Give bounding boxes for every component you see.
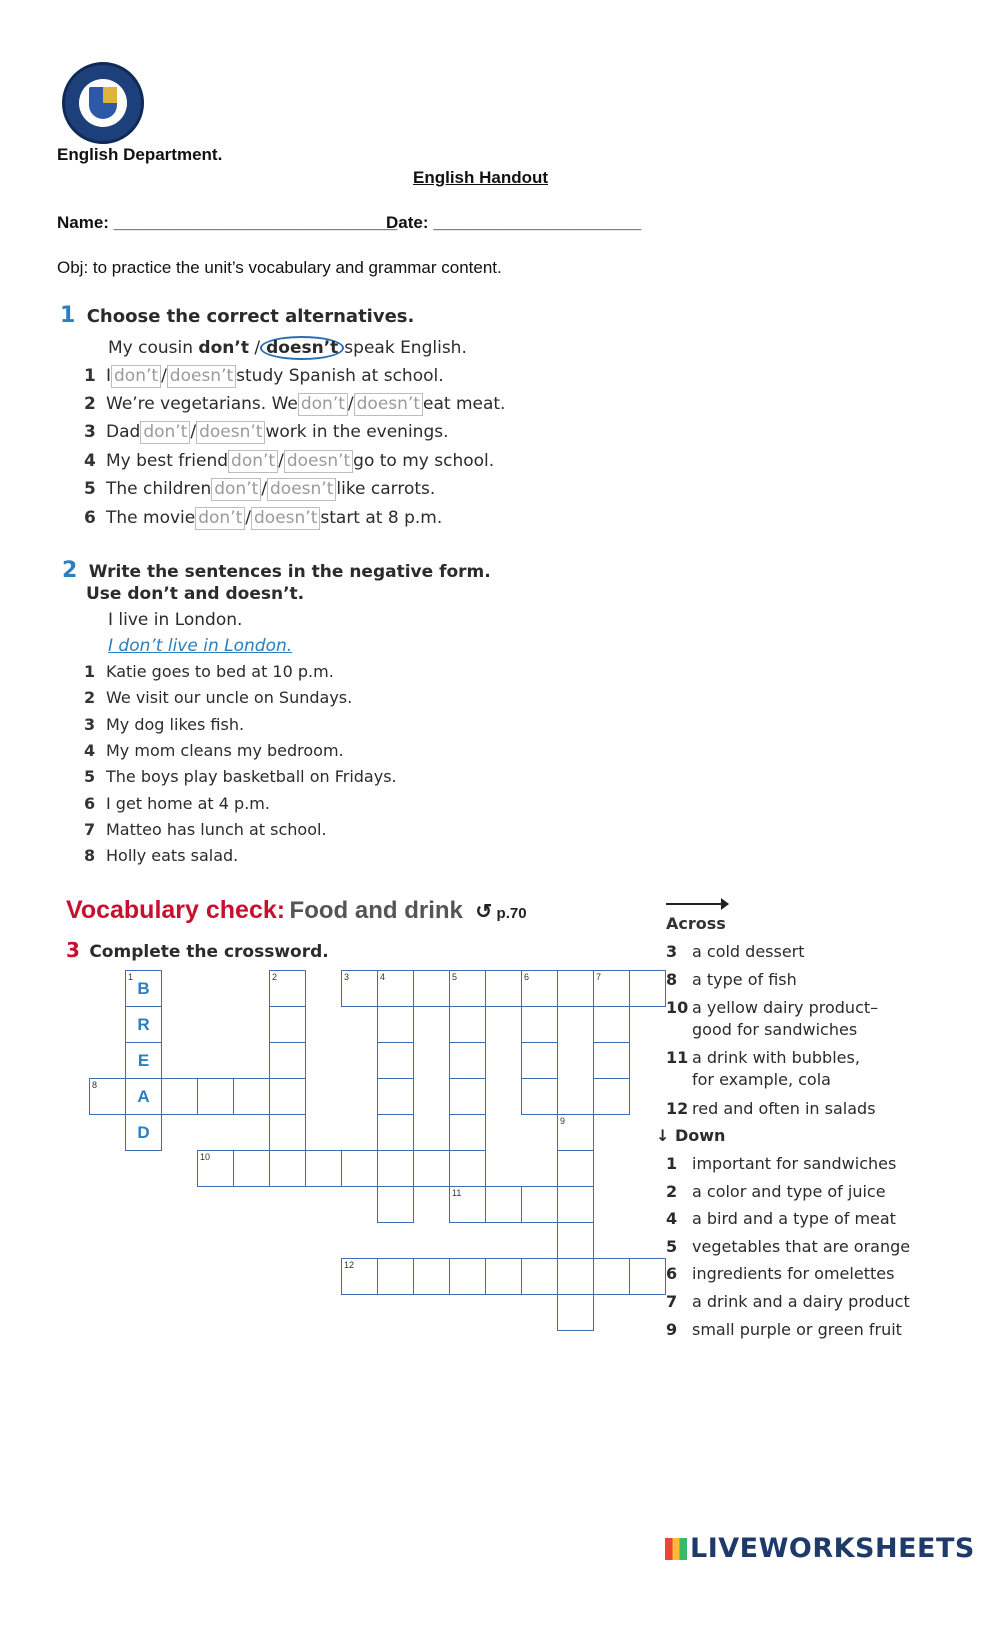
exercise-2-heading — [62, 558, 491, 583]
item-text: Katie goes to bed at 10 p.m. — [106, 662, 334, 681]
crossword-cell[interactable] — [89, 1078, 126, 1115]
cell-number: 10 — [200, 1152, 211, 1162]
exercise-number: 3 — [66, 938, 80, 962]
crossword-cell[interactable] — [125, 1078, 162, 1115]
item-text: We’re vegetarians. We — [106, 394, 298, 414]
item-number: 6 — [84, 793, 96, 813]
clue-number: 11 — [666, 1048, 689, 1067]
option-dont[interactable]: don’t — [140, 421, 190, 444]
clue-number: 3 — [666, 942, 678, 961]
crossword-cell[interactable] — [341, 970, 378, 1007]
item-text: eat meat. — [423, 394, 506, 414]
across-arrow-icon — [666, 903, 728, 905]
exercise-instruction: Complete the crossword. — [89, 942, 329, 962]
crossword-cell[interactable] — [449, 1150, 486, 1187]
option-doesnt[interactable]: doesn’t — [167, 365, 236, 388]
exercise-2-example-answer: I don’t live in London. — [108, 636, 293, 656]
item-text: go to my school. — [353, 451, 495, 471]
clue-number: 12 — [666, 1099, 689, 1118]
crossword-cell[interactable] — [449, 970, 486, 1007]
crossword-cell[interactable] — [377, 1258, 414, 1295]
clue-text: small purple or green fruit — [692, 1319, 902, 1339]
crossword-cell[interactable] — [377, 1186, 414, 1223]
down-label — [656, 1126, 725, 1145]
item-text: like carrots. — [336, 479, 436, 499]
crossword-cell[interactable] — [269, 1042, 306, 1079]
exercise-2-item — [84, 715, 244, 734]
crossword-cell[interactable] — [377, 1150, 414, 1187]
item-text: I — [106, 366, 112, 386]
clue-text: vegetables that are orange — [692, 1236, 911, 1256]
cell-number: 11 — [452, 1188, 462, 1198]
down-clue — [666, 1320, 902, 1339]
exercise-instruction: Choose the correct alternatives. — [86, 306, 415, 327]
crossword-cell[interactable] — [377, 1114, 414, 1151]
crossword-cell[interactable] — [449, 1186, 486, 1223]
crossword-cell[interactable] — [125, 970, 162, 1007]
crossword-cell[interactable] — [557, 1150, 594, 1187]
clue-text: a drink and a dairy product — [692, 1292, 910, 1311]
cell-letter: R — [137, 1015, 150, 1034]
crossword-cell[interactable] — [557, 1186, 594, 1223]
crossword-cell[interactable] — [521, 1042, 558, 1079]
crossword-cell[interactable] — [377, 1042, 414, 1079]
down-clue — [666, 1154, 896, 1173]
crossword-cell[interactable] — [305, 1150, 342, 1187]
crossword-cell[interactable] — [341, 1258, 378, 1295]
handout-title: English Handout — [413, 168, 549, 187]
down-arrow-icon: ↓ — [656, 1126, 670, 1145]
crossword-cell[interactable] — [521, 1078, 558, 1115]
item-text: My best friend — [106, 451, 229, 471]
clue-number: 9 — [666, 1319, 678, 1339]
item-number: 3 — [84, 714, 96, 734]
crossword-cell[interactable] — [413, 970, 450, 1007]
crossword-cell[interactable] — [125, 1114, 162, 1151]
crossword-cell[interactable] — [593, 1258, 630, 1295]
date-field[interactable]: Date: ______________________ — [386, 213, 642, 232]
across-label: Across — [666, 914, 726, 933]
exercise-1-item: 2 We’re vegetarians. We don’t / doesn’t eat meat. — [84, 394, 506, 414]
clue-number: 6 — [666, 1264, 678, 1284]
slash: / — [254, 338, 261, 358]
exercise-2-item — [84, 767, 397, 786]
option-dont[interactable]: don’t — [228, 450, 278, 473]
crossword-cell[interactable] — [269, 1114, 306, 1151]
page-ref-icon: ↺ — [475, 901, 493, 923]
crossword-cell[interactable] — [485, 1186, 522, 1223]
across-clue — [666, 998, 878, 1017]
cell-number: 3 — [344, 972, 350, 982]
down-clue — [666, 1182, 886, 1201]
exercise-1-item: 5 The children don’t / doesn’t like carrots. — [84, 479, 436, 499]
clue-number: 5 — [666, 1236, 678, 1256]
school-logo — [62, 62, 144, 144]
crossword-cell[interactable] — [269, 970, 306, 1007]
clue-text: a yellow dairy product– — [692, 998, 879, 1017]
crossword-cell[interactable] — [197, 1150, 234, 1187]
down-label-text: Down — [674, 1126, 726, 1145]
exercise-1-heading — [60, 303, 414, 328]
crossword-cell[interactable] — [485, 970, 522, 1007]
exercise-1-item: 4 My best friend don’t / doesn’t go to my school. — [84, 451, 495, 471]
crossword-cell[interactable] — [593, 970, 630, 1007]
cell-number: 12 — [344, 1260, 355, 1270]
clue-number: 10 — [666, 998, 689, 1017]
cell-number: 4 — [380, 972, 386, 982]
cell-number: 2 — [272, 972, 278, 982]
across-clue — [666, 970, 797, 989]
exercise-2-item — [84, 741, 344, 760]
item-text: start at 8 p.m. — [320, 508, 443, 528]
crossword-cell[interactable] — [629, 970, 666, 1007]
cell-letter: E — [137, 1051, 150, 1070]
option-dont[interactable]: don’t — [211, 478, 261, 501]
cell-letter: A — [137, 1087, 150, 1106]
example-option-1: don’t — [198, 338, 249, 358]
exercise-3-heading — [66, 938, 329, 962]
option-doesnt[interactable]: doesn’t — [267, 478, 336, 501]
clue-text: a cold dessert — [692, 942, 805, 961]
crossword-cell[interactable] — [557, 1222, 594, 1259]
crossword-cell[interactable] — [125, 1006, 162, 1043]
across-clue — [666, 1099, 876, 1118]
item-text: Holly eats salad. — [106, 846, 239, 866]
clue-text: a color and type of juice — [692, 1181, 886, 1201]
item-text: Matteo has lunch at school. — [106, 819, 327, 839]
crossword-cell[interactable] — [377, 970, 414, 1007]
across-clue — [666, 1048, 860, 1067]
clue-number: 1 — [666, 1154, 678, 1173]
crossword-cell[interactable] — [593, 1078, 630, 1115]
exercise-2-item — [84, 794, 270, 813]
crossword-cell[interactable] — [269, 1078, 306, 1115]
exercise-2-item — [84, 820, 327, 839]
cell-letter: B — [137, 979, 150, 998]
exercise-instruction-2: Use don’t and doesn’t. — [86, 584, 305, 604]
exercise-number: 1 — [60, 303, 76, 328]
exercise-instruction: Write the sentences in the negative form. — [88, 562, 491, 582]
clue-number: 7 — [666, 1292, 678, 1311]
brand-name: LIVEWORKSHEETS — [690, 1533, 975, 1564]
crossword-cell[interactable] — [593, 1006, 630, 1043]
item-text: My mom cleans my bedroom. — [106, 740, 344, 760]
vocab-heading — [66, 896, 527, 925]
item-number: 1 — [84, 366, 96, 386]
cell-number: 8 — [92, 1080, 98, 1090]
item-number: 4 — [84, 451, 96, 471]
clue-text: a type of fish — [692, 970, 797, 989]
crossword-cell[interactable] — [197, 1078, 234, 1115]
school-seal-icon — [79, 79, 127, 127]
item-text: study Spanish at school. — [236, 366, 444, 386]
exercise-2-item — [84, 688, 352, 707]
clue-text: important for sandwiches — [692, 1154, 897, 1173]
crossword-cell[interactable] — [341, 1150, 378, 1187]
item-number: 5 — [84, 479, 96, 499]
crossword-cell[interactable] — [233, 1078, 270, 1115]
cell-number: 6 — [524, 972, 530, 982]
crossword-cell[interactable] — [521, 1258, 558, 1295]
vocab-subtitle: Food and drink — [289, 897, 463, 924]
option-dont[interactable]: don’t — [195, 507, 245, 530]
item-number: 2 — [84, 394, 96, 414]
clue-number: 2 — [666, 1181, 678, 1201]
clue-text: a bird and a type of meat — [692, 1209, 896, 1229]
option-doesnt[interactable]: doesn’t — [354, 393, 423, 416]
down-clue — [666, 1292, 910, 1311]
item-number: 6 — [84, 508, 96, 528]
down-clue — [666, 1237, 910, 1256]
crossword-cell[interactable] — [557, 1114, 594, 1151]
cell-number: 9 — [560, 1116, 566, 1126]
clue-text: good for sandwiches — [692, 1020, 858, 1039]
cell-number: 7 — [596, 972, 602, 982]
clue-text: a drink with bubbles, — [692, 1048, 860, 1067]
cell-number: 1 — [128, 972, 134, 982]
item-number: 5 — [84, 767, 96, 787]
crossword-cell[interactable] — [557, 970, 594, 1007]
liveworksheets-logo — [665, 1533, 975, 1564]
crossword-cell[interactable] — [377, 1006, 414, 1043]
crossword-cell[interactable] — [377, 1078, 414, 1115]
department-label: English Department. — [57, 145, 223, 164]
objective-text: Obj: to practice the unit’s vocabulary and grammar content. — [57, 258, 502, 277]
exercise-2-item — [84, 846, 238, 865]
option-dont[interactable]: don’t — [298, 393, 348, 416]
down-clue — [666, 1264, 894, 1283]
option-doesnt[interactable]: doesn’t — [284, 450, 353, 473]
item-text: The children — [106, 479, 212, 499]
vocab-title: Vocabulary check: — [66, 896, 286, 924]
cell-letter: D — [137, 1123, 150, 1142]
example-selected-option: doesn’t — [260, 336, 344, 360]
example-text: My cousin — [108, 338, 199, 358]
option-doesnt[interactable]: doesn’t — [196, 421, 265, 444]
clue-number: 4 — [666, 1209, 678, 1229]
item-text: Dad — [106, 422, 141, 442]
option-dont[interactable]: don’t — [111, 365, 161, 388]
crossword-cell[interactable] — [521, 1186, 558, 1223]
exercise-number: 2 — [62, 558, 78, 583]
option-doesnt[interactable]: doesn’t — [251, 507, 320, 530]
item-text: The boys play basketball on Fridays. — [106, 767, 397, 787]
across-clue-continued — [666, 1020, 857, 1039]
crossword-cell[interactable] — [449, 1114, 486, 1151]
item-text: My dog likes fish. — [106, 714, 245, 734]
item-text: The movie — [106, 508, 196, 528]
item-number: 7 — [84, 819, 96, 839]
exercise-1-item: 1 I don’t / doesn’t study Spanish at school. — [84, 366, 444, 386]
exercise-2-item — [84, 662, 334, 681]
crossword-cell[interactable] — [593, 1042, 630, 1079]
clue-text: ingredients for omelettes — [692, 1264, 895, 1284]
down-clue — [666, 1209, 896, 1228]
liveworksheets-icon — [665, 1538, 687, 1560]
exercise-1-example — [108, 336, 467, 360]
exercise-1-item: 6 The movie don’t / doesn’t start at 8 p.m. — [84, 508, 443, 528]
item-number: 2 — [84, 688, 96, 708]
exercise-1-item: 3 Dad don’t / doesn’t work in the evenings. — [84, 422, 449, 442]
item-number: 4 — [84, 740, 96, 760]
crossword-cell[interactable] — [161, 1078, 198, 1115]
crossword-cell[interactable] — [449, 1042, 486, 1079]
crossword-cell[interactable] — [629, 1258, 666, 1295]
crossword-cell[interactable] — [485, 1258, 522, 1295]
item-text: work in the evenings. — [265, 422, 449, 442]
clue-text: for example, cola — [692, 1070, 831, 1089]
name-field[interactable]: Name: ______________________________ — [57, 213, 398, 232]
example-text: speak English. — [344, 338, 467, 358]
clue-text: red and often in salads — [692, 1099, 876, 1118]
cell-number: 5 — [452, 972, 458, 982]
crossword-cell[interactable] — [413, 1150, 450, 1187]
crossword-cell[interactable] — [521, 1006, 558, 1043]
item-number: 1 — [84, 662, 96, 681]
crossword-cell[interactable] — [125, 1042, 162, 1079]
page-ref: p.70 — [496, 905, 527, 922]
item-text: I get home at 4 p.m. — [106, 793, 270, 813]
item-number: 3 — [84, 422, 96, 442]
across-arrowhead-icon — [721, 898, 729, 910]
clue-number: 8 — [666, 970, 678, 989]
item-number: 8 — [84, 846, 96, 866]
crossword-cell[interactable] — [449, 1006, 486, 1043]
crossword-cell[interactable] — [557, 1294, 594, 1331]
crossword-cell[interactable] — [449, 1258, 486, 1295]
crossword-cell[interactable] — [269, 1150, 306, 1187]
item-text: We visit our uncle on Sundays. — [106, 688, 353, 708]
across-clue — [666, 942, 805, 961]
exercise-2-example: I live in London. — [108, 610, 243, 630]
across-clue-continued — [666, 1070, 831, 1089]
crossword-cell[interactable] — [557, 1258, 594, 1295]
crossword-cell[interactable] — [449, 1078, 486, 1115]
crossword-cell[interactable] — [269, 1006, 306, 1043]
crossword-cell[interactable] — [521, 970, 558, 1007]
crossword-cell[interactable] — [233, 1150, 270, 1187]
crossword-cell[interactable] — [413, 1258, 450, 1295]
